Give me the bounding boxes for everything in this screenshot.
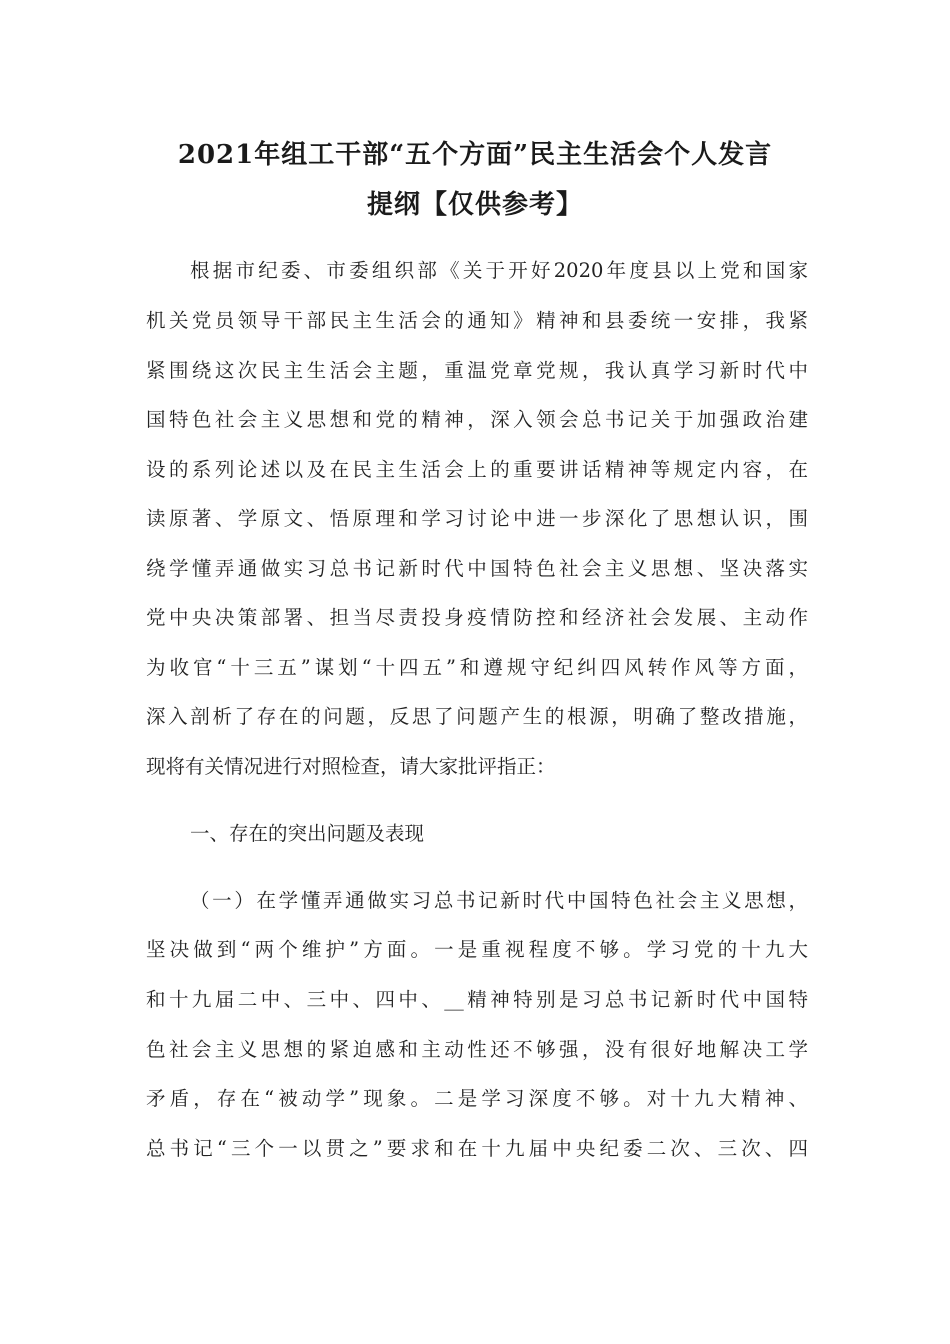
paragraph-1-line: 机关党员领导干部民主生活会的通知》精神和县委统一安排，我紧: [146, 309, 808, 332]
paragraph-2-line: （一）在学懂弄通做实习总书记新时代中国特色社会主义思想，: [190, 889, 808, 912]
paragraph-2-line: 矛盾，存在“被动学”现象。二是学习深度不够。对十九大精神、: [146, 1087, 808, 1110]
paragraph-1-line: 现将有关情况进行对照检查，请大家批评指正：: [146, 755, 556, 778]
paragraph-2-line: 和十九届二中、三中、四中、__精神特别是习总书记新时代中国特: [146, 988, 808, 1011]
paragraph-1-line: 国特色社会主义思想和党的精神，深入领会总书记关于加强政治建: [146, 408, 808, 431]
paragraph-1-line: 为收官“十三五”谋划“十四五”和遵规守纪纠四风转作风等方面，: [146, 656, 808, 679]
document-title-line-2: 提纲【仅供参考】: [366, 190, 583, 220]
paragraph-2-line: 色社会主义思想的紧迫感和主动性还不够强，没有很好地解决工学: [146, 1038, 808, 1061]
paragraph-1-line: 深入剖析了存在的问题，反思了问题产生的根源，明确了整改措施，: [146, 705, 808, 728]
paragraph-2-line: 总书记“三个一以贯之”要求和在十九届中央纪委二次、三次、四: [146, 1137, 808, 1160]
section-heading: 一、存在的突出问题及表现: [190, 822, 425, 845]
paragraph-1-line: 紧围绕这次民主生活会主题，重温党章党规，我认真学习新时代中: [146, 359, 808, 382]
paragraph-1-line: 绕学懂弄通做实习总书记新时代中国特色社会主义思想、坚决落实: [146, 557, 808, 580]
paragraph-1-line: 根据市纪委、市委组织部《关于开好2020年度县以上党和国家: [190, 259, 808, 282]
paragraph-1-line: 设的系列论述以及在民主生活会上的重要讲话精神等规定内容，在: [146, 458, 808, 481]
document-title-line-1: 2021年组工干部“五个方面”民主生活会个人发言: [177, 140, 773, 170]
paragraph-2-line: 坚决做到“两个维护”方面。一是重视程度不够。学习党的十九大: [146, 938, 808, 961]
paragraph-1-line: 读原著、学原文、悟原理和学习讨论中进一步深化了思想认识，围: [146, 507, 808, 530]
paragraph-1-line: 党中央决策部署、担当尽责投身疫情防控和经济社会发展、主动作: [146, 606, 808, 629]
